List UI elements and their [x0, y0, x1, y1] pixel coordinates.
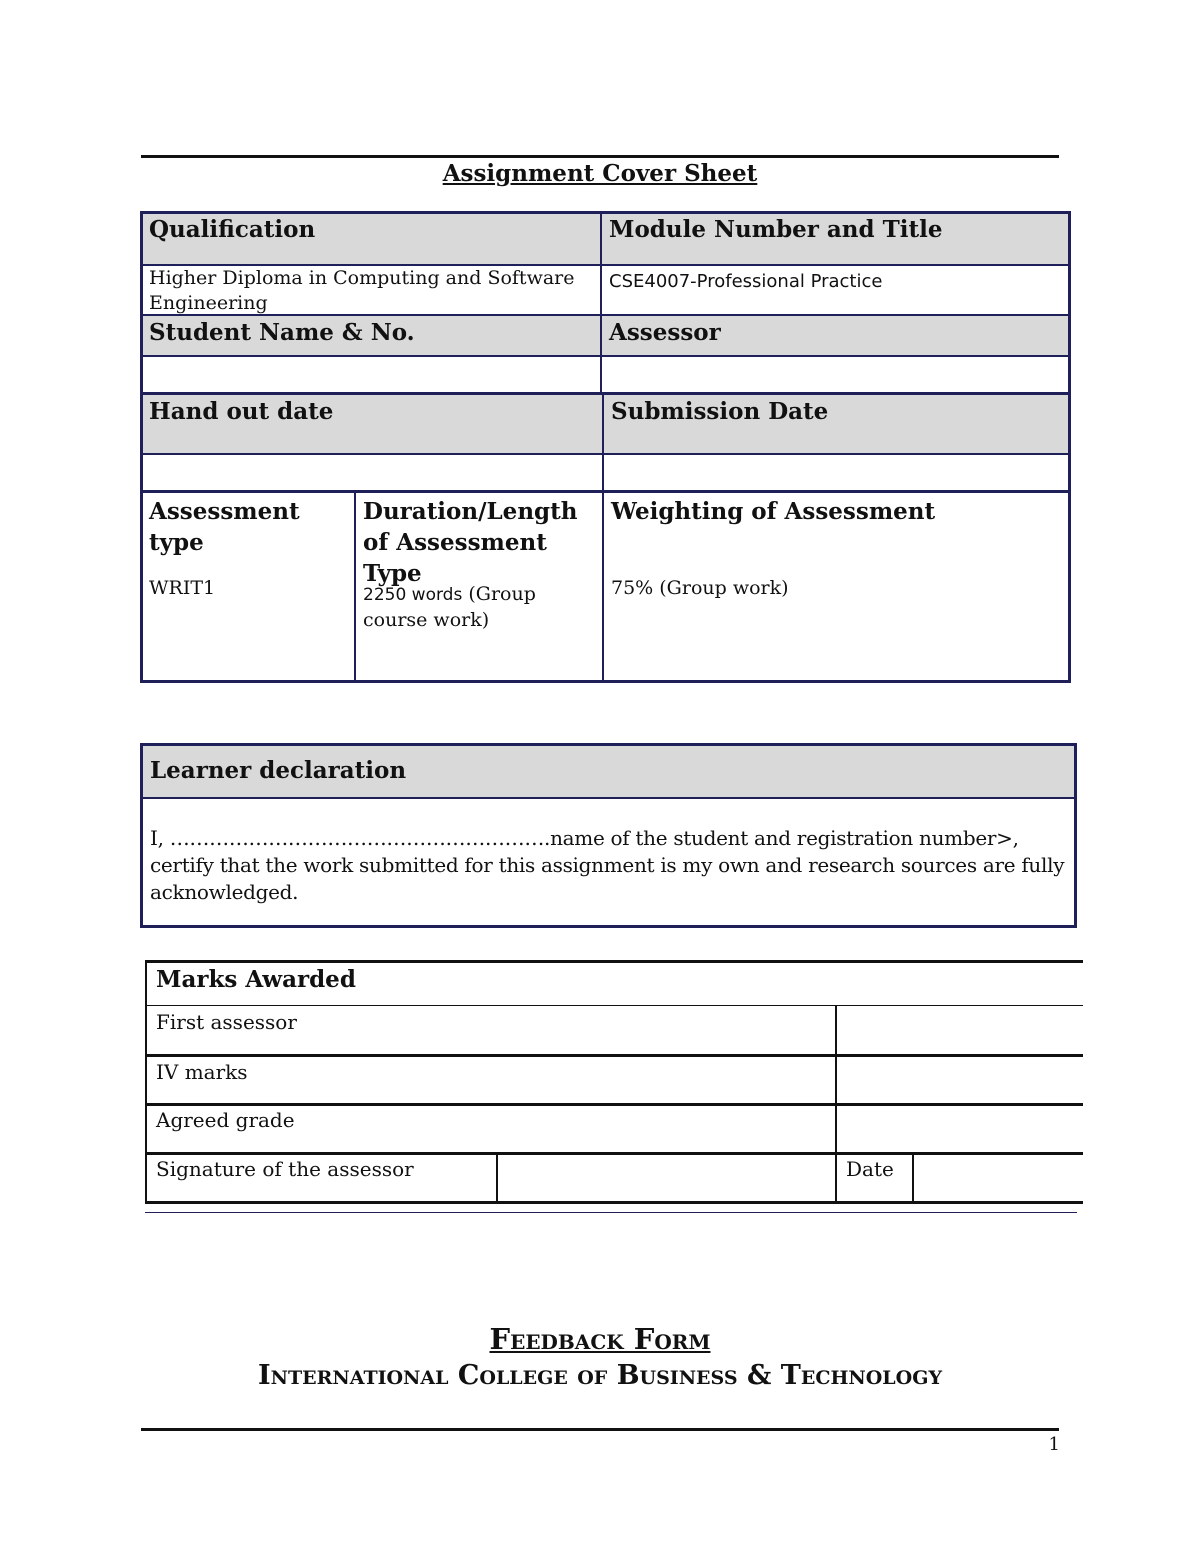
duration-note: (Group course work) [363, 583, 536, 631]
marks-row-first-assessor: First assessor [156, 1010, 297, 1034]
marks-row-agreed-grade: Agreed grade [156, 1108, 295, 1132]
duration-words: 2250 words [363, 585, 463, 605]
date-label: Date [846, 1157, 894, 1181]
handout-date-value [141, 455, 603, 491]
signature-label: Signature of the assessor [156, 1157, 414, 1181]
student-name-header: Student Name & No. [141, 316, 601, 356]
handout-date-header: Hand out date [141, 394, 603, 454]
assessment-type-header: Assessment type [149, 498, 300, 556]
assessor-header: Assessor [601, 316, 1070, 356]
submission-date-value [603, 455, 1070, 491]
module-header: Module Number and Title [601, 212, 1070, 265]
top-rule [141, 155, 1059, 158]
page-title: Assignment Cover Sheet [442, 160, 758, 187]
page-number: 1 [1048, 1434, 1060, 1455]
submission-date-header: Submission Date [603, 394, 1070, 454]
weighting-value: 75% (Group work) [611, 577, 789, 599]
marks-header: Marks Awarded [156, 966, 356, 993]
declaration-header: Learner declaration [142, 744, 1075, 798]
duration-header: Duration/Length of Assessment Type [363, 498, 578, 587]
bottom-rule [141, 1428, 1059, 1431]
student-name-value [141, 357, 601, 393]
duration-value [355, 580, 603, 635]
feedback-form-title: Feedback Form [489, 1322, 711, 1356]
weighting-header: Weighting of Assessment [611, 498, 936, 525]
module-value: CSE4007-Professional Practice [609, 271, 883, 292]
assessor-value [601, 357, 1070, 393]
college-name: International College of Business & Technology [257, 1360, 943, 1391]
marks-row-iv-marks: IV marks [156, 1060, 248, 1084]
declaration-text: I, ………………………………………………….name of the student and registration number>, certify that the work submitted for this assignment is my own and research sources are fully acknowledged. [150, 826, 1065, 904]
assessment-type-value: WRIT1 [149, 577, 216, 599]
qualification-value: Higher Diploma in Computing and Software Engineering [149, 267, 575, 314]
qualification-header: Qualification [141, 212, 601, 265]
